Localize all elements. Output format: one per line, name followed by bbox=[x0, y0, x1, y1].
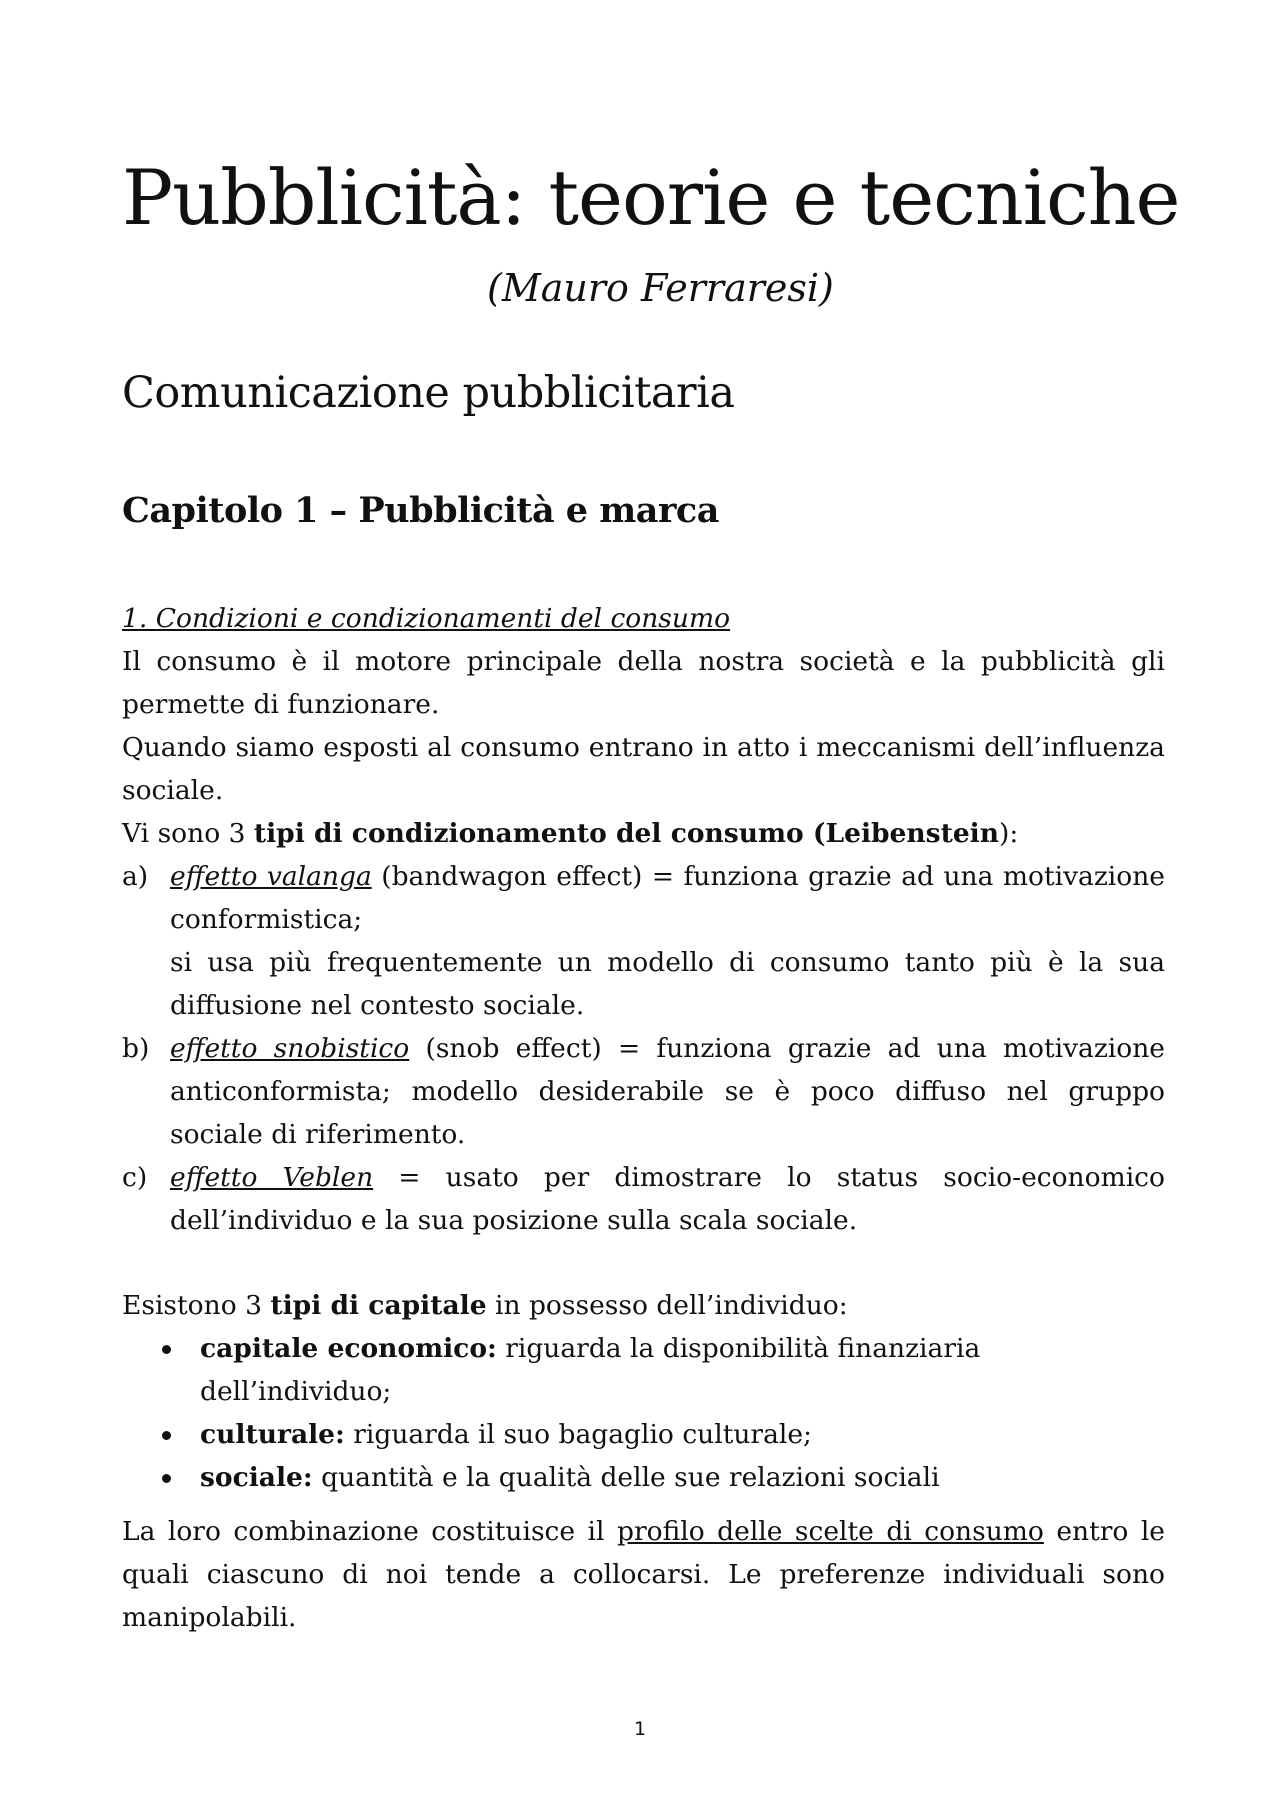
capital-label: capitale economico: bbox=[200, 1333, 497, 1364]
paragraph-influence: Quando siamo esposti al consumo entrano in atto i meccanismi dell’influenza sociale. bbox=[122, 732, 1165, 806]
effect-term: effetto Veblen bbox=[170, 1162, 374, 1193]
capital-block bbox=[122, 1284, 1165, 1499]
capital-item-economic: capitale economico: riguarda la disponibilità finanziaria dell’individuo; bbox=[122, 1327, 1165, 1413]
conclusion-block bbox=[122, 1510, 1165, 1639]
capital-item-social: sociale: quantità e la qualità delle sue relazioni sociali bbox=[122, 1456, 1165, 1499]
bullet-icon bbox=[162, 1431, 171, 1440]
effect-term: effetto snobistico bbox=[170, 1033, 410, 1064]
effects-list bbox=[122, 855, 1165, 1242]
capital-list bbox=[122, 1327, 1165, 1499]
conditioning-types-bold: tipi di condizionamento del consumo (Leibenstein bbox=[253, 818, 1000, 849]
document-title: Pubblicità: teorie e tecniche bbox=[122, 153, 1180, 242]
paragraph-consumption: Il consumo è il motore principale della nostra società e la pubblicità gli permette di funzionare. bbox=[122, 646, 1165, 720]
section-title: Comunicazione pubblicitaria bbox=[122, 368, 735, 418]
paragraph-conclusion: La loro combinazione costituisce il profilo delle scelte di consumo entro le quali ciascuno di noi tende a collocarsi. Le preferenze individuali sono manipolabili. bbox=[122, 1516, 1165, 1633]
document-author: (Mauro Ferraresi) bbox=[487, 266, 834, 310]
bullet-icon bbox=[162, 1345, 171, 1354]
list-marker: b) bbox=[122, 1033, 150, 1064]
list-marker: c) bbox=[122, 1162, 148, 1193]
subsection-heading bbox=[122, 597, 1165, 640]
subsection-title: 1. Condizioni e condizionamenti del consumo bbox=[122, 603, 731, 634]
capital-label: sociale: bbox=[200, 1462, 313, 1493]
capital-types-bold: tipi di capitale bbox=[270, 1290, 487, 1321]
effect-item-bandwagon: a) effetto valanga (bandwagon effect) = funziona grazie ad una motivazione conformistica; si usa più frequentemente un modello di consumo tanto più è la sua diffusione nel contesto sociale. bbox=[122, 855, 1165, 1027]
capital-item-cultural: culturale: riguarda il suo bagaglio culturale; bbox=[122, 1413, 1165, 1456]
capital-label: culturale: bbox=[200, 1419, 345, 1450]
paragraph-conditioning: Vi sono 3 tipi di condizionamento del consumo (Leibenstein): bbox=[122, 818, 1019, 849]
page-number: 1 bbox=[633, 1718, 647, 1740]
list-marker: a) bbox=[122, 861, 149, 892]
effect-term: effetto valanga bbox=[170, 861, 372, 892]
effect-item-veblen: c) effetto Veblen = usato per dimostrare lo status socio-economico dell’individuo e la sua posizione sulla scala sociale. bbox=[122, 1156, 1165, 1242]
paragraph-capital: Esistono 3 tipi di capitale in possesso dell’individuo: bbox=[122, 1290, 848, 1321]
main-body bbox=[122, 597, 1165, 1242]
bullet-icon bbox=[162, 1474, 171, 1483]
effect-item-snob: b) effetto snobistico (snob effect) = funziona grazie ad una motivazione anticonformista; modello desiderabile se è poco diffuso nel gruppo sociale di riferimento. bbox=[122, 1027, 1165, 1156]
effect-extra: si usa più frequentemente un modello di consumo tanto più è la sua diffusione nel contesto sociale. bbox=[170, 947, 1165, 1021]
consumption-profile-underlined: profilo delle scelte di consumo bbox=[617, 1516, 1044, 1547]
chapter-title: Capitolo 1 – Pubblicità e marca bbox=[122, 490, 719, 531]
